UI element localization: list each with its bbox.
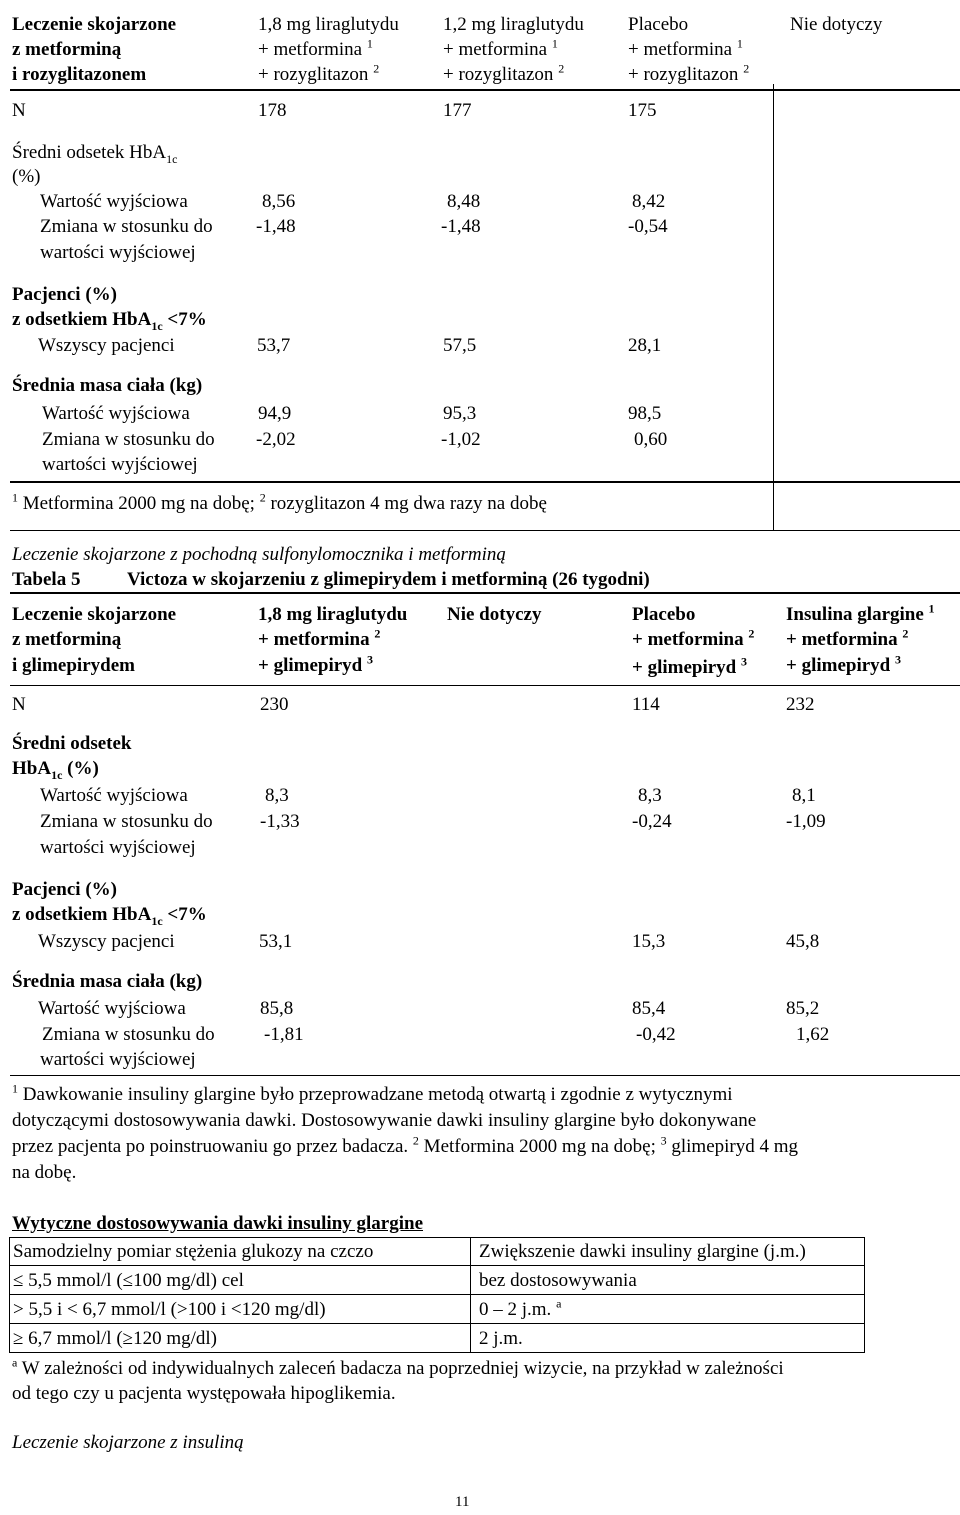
t5-header-col3-line3: + glimepiryd $^3$ <box>632 654 747 678</box>
t4-header-col3-line3: + rozyglitazon $^2$ <box>628 61 750 85</box>
t4-hba-change-col1: -1,48 <box>256 216 296 237</box>
t4-weight-base-col3: 98,5 <box>628 403 662 424</box>
dose-head-col2: Zwiększenie dawki insuliny glargine (j.m.) <box>479 1241 806 1262</box>
t5-label: Tabela 5 <box>12 569 81 590</box>
t4-footnote: $^1$ Metformina 2000 mg na dobę; $^2$ rozyglitazon 4 mg dwa razy na dobę <box>12 490 547 514</box>
t5-hba-base-col3: 8,3 <box>638 785 662 806</box>
t5-weight-base-col4: 85,2 <box>786 998 820 1019</box>
section-heading-sulfonylurea: Leczenie skojarzone z pochodną sulfonylomocznika i metforminą <box>12 544 506 565</box>
t4-weight-change-col3: 0,60 <box>634 429 668 450</box>
t4-header-col0-line3: i rozyglitazonem <box>12 64 147 85</box>
t4-header-col3-line1: Placebo <box>628 14 689 35</box>
t5-header-col1-line1: 1,8 mg liraglutydu <box>258 604 408 625</box>
t4-header-col1-line2: + metformina $^1$ <box>258 36 373 60</box>
t5-header-col0-line1: Leczenie skojarzone <box>12 604 177 625</box>
dose-row3-col2: 2 j.m. <box>479 1328 523 1349</box>
t4-header-col2-line3: + rozyglitazon $^2$ <box>443 61 565 85</box>
t5-bottom-rule <box>10 1075 960 1076</box>
t4-weight-base-col2: 95,3 <box>443 403 477 424</box>
dose-rule-0 <box>9 1237 865 1238</box>
t4-footnote-rule <box>10 530 960 531</box>
t4-hba-title: Średni odsetek HbA$_{1c}$ <box>12 142 178 166</box>
t4-weight-change-col1: -2,02 <box>256 429 296 450</box>
t5-n-label: N <box>12 694 26 715</box>
t4-header-col3-line2: + metformina $^1$ <box>628 36 743 60</box>
t5-weight-baseline-label: Wartość wyjściowa <box>38 998 186 1019</box>
t5-title: Victoza w skojarzeniu z glimepirydem i metforminą (26 tygodni) <box>127 569 650 590</box>
t5-patients-subtitle: z odsetkiem HbA$_{1c}$ <7% <box>12 904 207 928</box>
t5-hba-change-col1: -1,33 <box>260 811 300 832</box>
t4-hba-base-col1: 8,56 <box>262 191 296 212</box>
t4-bottom-rule <box>10 481 960 483</box>
dose-head-col1: Samodzielny pomiar stężenia glukozy na czczo <box>13 1241 374 1262</box>
t5-header-col3-line2: + metformina $^2$ <box>632 626 755 650</box>
t5-footnote-line1: $^1$ Dawkowanie insuliny glargine było przeprowadzane metodą otwartą i zgodnie z wytycznymi <box>12 1081 733 1105</box>
t5-n-col4: 232 <box>786 694 815 715</box>
t5-all-patients-label: Wszyscy pacjenci <box>38 931 175 952</box>
t5-hba-change-label-2: wartości wyjściowej <box>40 837 196 858</box>
dose-note-line1: $^a$ W zależności od indywidualnych zaleceń badacza na poprzedniej wizycie, na przykład w zależności <box>12 1355 784 1379</box>
t5-weight-base-col3: 85,4 <box>632 998 666 1019</box>
t4-weight-base-col1: 94,9 <box>258 403 292 424</box>
t5-weight-change-col3: -0,42 <box>636 1024 676 1045</box>
dose-row1-col2: bez dostosowywania <box>479 1270 637 1291</box>
t4-hba-change-col3: -0,54 <box>628 216 668 237</box>
dose-row2-col1: > 5,5 i < 6,7 mmol/l (>100 i <120 mg/dl) <box>13 1299 326 1320</box>
t4-header-rule <box>10 89 960 91</box>
t4-hba-change-label: Zmiana w stosunku do <box>40 216 213 237</box>
t5-header-col3-line1: Placebo <box>632 604 696 625</box>
t5-n-col3: 114 <box>632 694 660 715</box>
t4-hba-change-col2: -1,48 <box>441 216 481 237</box>
t4-patients-col2: 57,5 <box>443 335 477 356</box>
section-heading-insulin: Leczenie skojarzone z insuliną <box>12 1432 244 1453</box>
t4-patients-subtitle: z odsetkiem HbA$_{1c}$ <7% <box>12 309 207 333</box>
t4-header-col0-line2: z metforminą <box>12 39 122 60</box>
t4-column-divider <box>773 84 774 530</box>
t4-n-col2: 177 <box>443 100 472 121</box>
t4-n-col1: 178 <box>258 100 287 121</box>
t5-patients-col4: 45,8 <box>786 931 820 952</box>
t5-weight-change-label-2: wartości wyjściowej <box>40 1049 196 1070</box>
t4-weight-title: Średnia masa ciała (kg) <box>12 375 203 396</box>
dose-row3-col1: ≥ 6,7 mmol/l (≥120 mg/dl) <box>13 1328 217 1349</box>
t5-weight-title: Średnia masa ciała (kg) <box>12 971 203 992</box>
t5-header-rule <box>10 685 960 686</box>
t4-header-col2-line2: + metformina $^1$ <box>443 36 558 60</box>
t5-hba-change-label: Zmiana w stosunku do <box>40 811 213 832</box>
t4-header-col1-line1: 1,8 mg liraglutydu <box>258 14 399 35</box>
t4-patients-title: Pacjenci (%) <box>12 284 117 305</box>
t4-patients-col3: 28,1 <box>628 335 662 356</box>
dose-vrule-mid <box>470 1237 471 1353</box>
t5-footnote-line3: przez pacjenta po poinstruowaniu go przez badacza. $^2$ Metformina 2000 mg na dobę; $^3$ glimepiryd 4 mg <box>12 1133 799 1157</box>
t5-hba-change-col4: -1,09 <box>786 811 826 832</box>
t5-header-col1-line2: + metformina $^2$ <box>258 626 381 650</box>
t4-weight-baseline-label: Wartość wyjściowa <box>42 403 190 424</box>
t4-weight-change-label-2: wartości wyjściowej <box>42 454 198 475</box>
t4-hba-base-col2: 8,48 <box>447 191 481 212</box>
page-number: 11 <box>455 1494 470 1510</box>
t5-weight-change-col4: 1,62 <box>796 1024 830 1045</box>
t5-header-col4-line3: + glimepiryd $^3$ <box>786 652 901 676</box>
t5-hba-title: Średni odsetek <box>12 733 132 754</box>
t4-header-col1-line3: + rozyglitazon $^2$ <box>258 61 380 85</box>
t5-header-col4-line2: + metformina $^2$ <box>786 626 909 650</box>
t4-n-label: N <box>12 100 26 121</box>
dose-rule-4 <box>9 1352 865 1353</box>
t5-n-col1: 230 <box>260 694 289 715</box>
t5-hba-base-col1: 8,3 <box>265 785 289 806</box>
t4-weight-change-label: Zmiana w stosunku do <box>42 429 215 450</box>
t5-weight-base-col1: 85,8 <box>260 998 294 1019</box>
dose-rule-3 <box>9 1323 865 1324</box>
t4-header-col4: Nie dotyczy <box>790 14 883 35</box>
t5-footnote-line2: dotyczącymi dostosowywania dawki. Dostosowywanie dawki insuliny glargine było dokonywane <box>12 1110 757 1131</box>
t5-header-col0-line3: i glimepirydem <box>12 655 135 676</box>
dose-title: Wytyczne dostosowywania dawki insuliny glargine <box>12 1213 424 1234</box>
t4-hba-title-unit: (%) <box>12 166 41 187</box>
t4-hba-baseline-label: Wartość wyjściowa <box>40 191 188 212</box>
t4-hba-change-label-2: wartości wyjściowej <box>40 242 196 263</box>
dose-row2-col2: 0 – 2 j.m. $^a$ <box>479 1296 562 1320</box>
t4-header-col0-line1: Leczenie skojarzone <box>12 14 177 35</box>
t5-hba-change-col3: -0,24 <box>632 811 672 832</box>
t5-header-col0-line2: z metforminą <box>12 629 122 650</box>
t5-hba-baseline-label: Wartość wyjściowa <box>40 785 188 806</box>
t5-footnote-line4: na dobę. <box>12 1162 77 1183</box>
t5-header-col2: Nie dotyczy <box>447 604 542 625</box>
t5-patients-col3: 15,3 <box>632 931 666 952</box>
t4-patients-col1: 53,7 <box>257 335 291 356</box>
t5-weight-change-col1: -1,81 <box>264 1024 304 1045</box>
t5-weight-change-label: Zmiana w stosunku do <box>42 1024 215 1045</box>
dose-vrule-left <box>9 1237 10 1353</box>
t5-top-rule <box>10 592 960 594</box>
dose-row1-col1: ≤ 5,5 mmol/l (≤100 mg/dl) cel <box>13 1270 244 1291</box>
t5-hba-title-2: HbA$_{1c}$ (%) <box>12 758 99 782</box>
t4-n-col3: 175 <box>628 100 657 121</box>
dose-note-line2: od tego czy u pacjenta występowała hipoglikemia. <box>12 1383 396 1404</box>
t5-patients-title: Pacjenci (%) <box>12 879 117 900</box>
t5-header-col1-line3: + glimepiryd $^3$ <box>258 652 373 676</box>
t4-all-patients-label: Wszyscy pacjenci <box>38 335 175 356</box>
dose-rule-1 <box>9 1265 865 1266</box>
t4-hba-base-col3: 8,42 <box>632 191 666 212</box>
t4-weight-change-col2: -1,02 <box>441 429 481 450</box>
t5-patients-col1: 53,1 <box>259 931 293 952</box>
t4-header-col2-line1: 1,2 mg liraglutydu <box>443 14 584 35</box>
dose-vrule-right <box>864 1237 865 1353</box>
t5-hba-base-col4: 8,1 <box>792 785 816 806</box>
t5-header-col4-line1: Insulina glargine $^1$ <box>786 601 935 625</box>
dose-rule-2 <box>9 1294 865 1295</box>
